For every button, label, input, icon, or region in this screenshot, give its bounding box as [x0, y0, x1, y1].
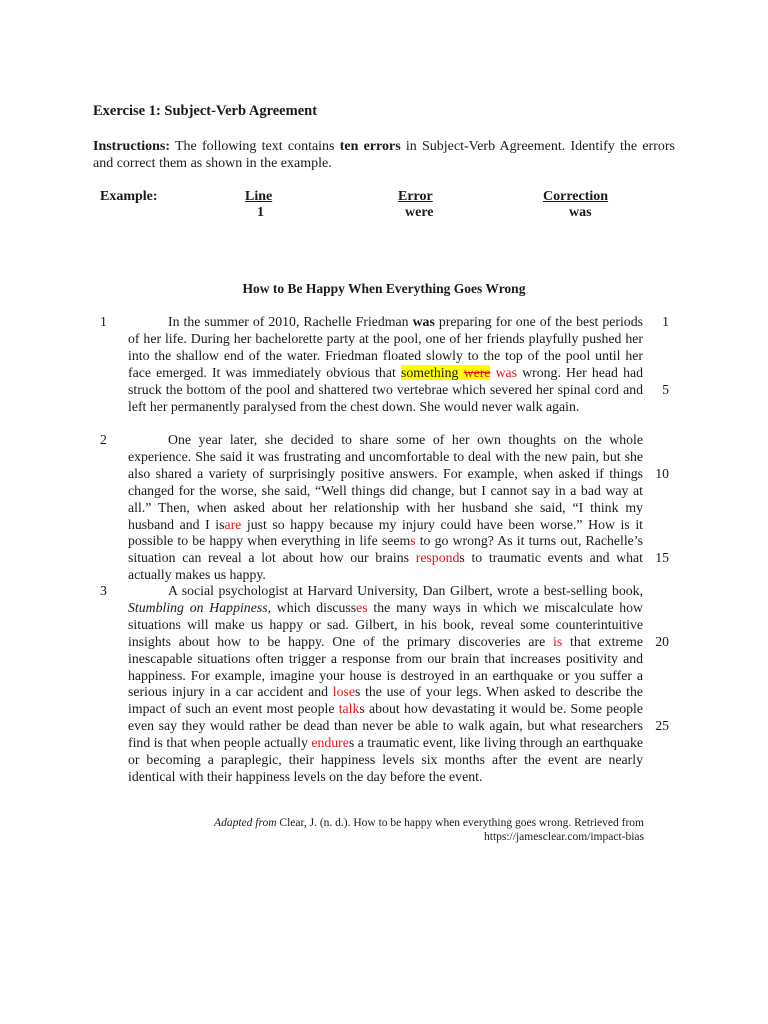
p2-text: to go wrong? As it turns out, Rachelle’s situation can reveal a lot about how our brains — [128, 533, 644, 566]
line-number: 1 — [662, 314, 669, 329]
example-line-header: Line — [245, 189, 273, 204]
line-number: 10 — [655, 466, 669, 481]
paragraph-1 — [128, 314, 643, 415]
p1-text: In the summer of 2010, Rachelle Friedman — [168, 314, 413, 329]
p2-correction: respond — [415, 550, 460, 566]
line-number: 15 — [655, 550, 669, 565]
article-heading: How to Be Happy When Everything Goes Wrong — [242, 281, 526, 296]
source-italic: Adapted from — [214, 817, 277, 829]
p3-correction: endure — [311, 735, 349, 751]
p3-correction: es — [356, 599, 368, 615]
instructions — [93, 138, 675, 172]
p1-highlight-space — [458, 365, 463, 380]
p3-text: s the use of your legs. When asked to describe the impact of such an event most people — [128, 684, 643, 717]
instructions-label: Instructions: — [93, 139, 171, 154]
source-citation — [150, 816, 644, 844]
p2-text: s to traumatic events and what actually makes us happy. — [128, 550, 643, 583]
p3-text: s a traumatic event, like living through an earthquake or becoming a paraplegic, their happiness levels six months after the event are nearly identical with their happiness levels on the day before the event. — [128, 735, 644, 784]
p3-correction: talk — [338, 701, 360, 717]
p3-text: , which discuss — [267, 599, 357, 615]
exercise-title: Exercise 1: Subject-Verb Agreement — [93, 103, 318, 119]
paragraph-number: 3 — [100, 583, 107, 598]
p1-correction: was — [495, 364, 518, 380]
p3-text: that extreme inescapable situations often trigger a response from our brain that increases positivity and happiness. For example, imagine your house is destroyed in an earthquake or you suffer a serious injury in a car accident and — [128, 633, 643, 700]
p1-text: preparing for one of the best periods of her life. During her bachelorette party at the pool, one of her friends playfully pushed her into the shallow end of the water. Friedman floated slowly to the top of the pool until her face emerged. It was immediately obvious that — [128, 314, 643, 380]
p1-text: wrong. Her head had struck the bottom of the pool and shattered two vertebrae which severed her spinal cord and left her permanently paralysed from the chest down. She would never walk again. — [128, 364, 643, 414]
example-error-value: were — [405, 205, 434, 220]
line-number: 25 — [655, 718, 669, 733]
p1-strike-error: were — [463, 364, 491, 380]
line-number: 20 — [655, 634, 669, 649]
line-number: 5 — [662, 382, 669, 397]
source-text: Clear, J. (n. d.). How to be happy when everything goes wrong. Retrieved from — [276, 817, 644, 829]
paragraph-2 — [128, 432, 643, 584]
example-label: Example: — [100, 189, 158, 204]
paragraph-number: 2 — [100, 432, 107, 447]
p2-text: just so happy because my injury could have been worse.” How is it possible to be happy when everything in life seem — [128, 516, 643, 549]
instructions-text: The following text contains — [170, 139, 340, 154]
paragraph-number: 1 — [100, 314, 107, 329]
source-url[interactable]: https://jamesclear.com/impact-bias — [484, 831, 644, 843]
example-line-value: 1 — [257, 205, 264, 220]
p1-bold-was: was — [412, 314, 435, 329]
p3-text: the many ways in which we miscalculate how situations will make us happy or sad. Gilbert, in his book, reveal some counterintuitive insights about how to be happy. One of the primary discoveries are — [128, 599, 643, 649]
example-correction-header: Correction — [543, 189, 609, 204]
p3-correction: lose — [332, 684, 355, 700]
p3-text: s about how devastating it would be. Some people even say they would rather be dead than never be able to walk again, but what researchers find is that when people actually — [128, 701, 644, 751]
p2-correction: are — [224, 516, 242, 532]
example-error-header: Error — [398, 189, 433, 204]
p2-text: One year later, she decided to share some of her own thoughts on the whole experience. She said it was frustrating and uncomfortable to deal with the new pain, but she also shared a variety of surprisingly positive answers. For example, when asked if things changed for the worse, she said, “Well things did change, but I cannot say in a bad way at all.” Then, when asked about her relationship with her husband she said, “I think my husband and I is — [128, 432, 643, 532]
p3-text: A social psychologist at Harvard University, Dan Gilbert, wrote a best-selling book, — [168, 583, 643, 598]
example-correction-value: was — [569, 205, 592, 220]
instructions-bold: ten errors — [339, 139, 401, 154]
p2-correction: s — [410, 533, 416, 549]
instructions-text-end: in Subject-Verb Agreement. Identify the errors and correct them as shown in the example. — [93, 139, 675, 171]
p1-highlight: something — [400, 364, 459, 380]
p3-correction: is — [553, 633, 563, 649]
paragraph-3 — [128, 583, 643, 786]
p3-book-title: Stumbling on Happiness — [128, 599, 268, 615]
